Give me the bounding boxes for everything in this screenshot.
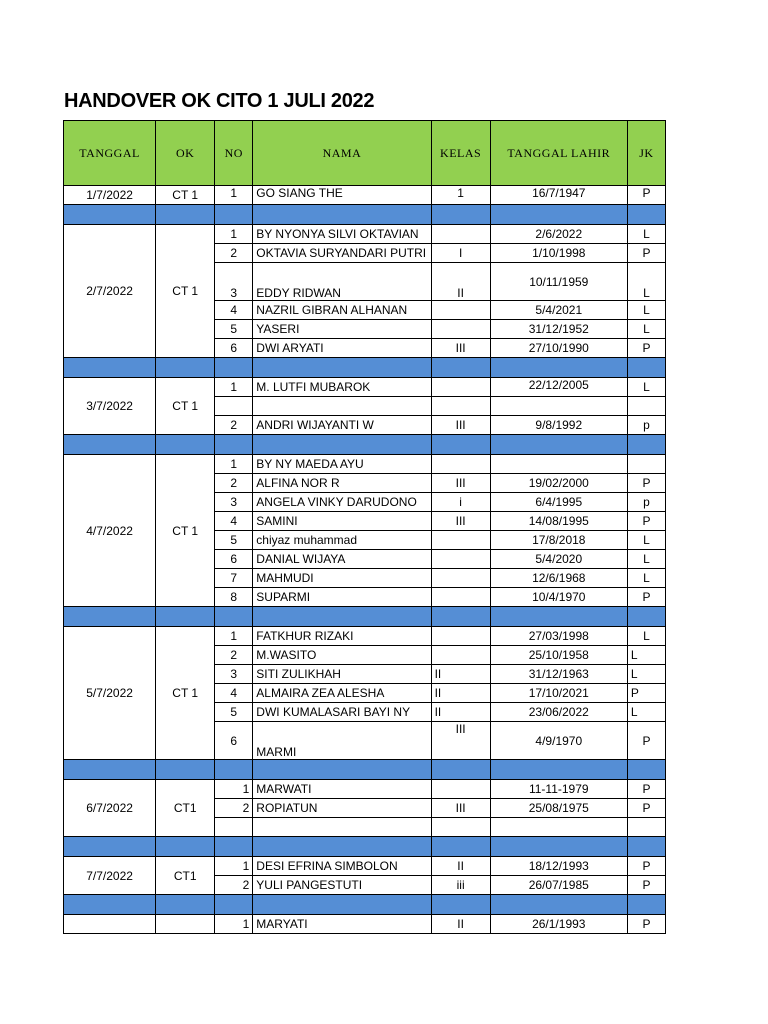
nama-cell: ANDRI WIJAYANTI W <box>253 416 431 435</box>
jk-cell: P <box>627 684 665 703</box>
lahir-cell: 16/7/1947 <box>490 186 627 205</box>
kelas-cell <box>431 397 490 416</box>
date-cell: 7/7/2022 <box>64 857 156 895</box>
nama-cell: GO SIANG THE <box>253 186 431 205</box>
jk-cell: L <box>627 550 665 569</box>
lahir-cell: 12/6/1968 <box>490 569 627 588</box>
nama-cell: chiyaz muhammad <box>253 531 431 550</box>
no-cell: 3 <box>215 263 253 301</box>
no-cell: 6 <box>215 722 253 760</box>
no-cell: 4 <box>215 301 253 320</box>
kelas-cell: III <box>431 474 490 493</box>
no-cell: 2 <box>215 474 253 493</box>
nama-cell: DANIAL WIJAYA <box>253 550 431 569</box>
nama-cell: ANGELA VINKY DARUDONO <box>253 493 431 512</box>
nama-cell: BY NY MAEDA AYU <box>253 455 431 474</box>
jk-cell: L <box>627 646 665 665</box>
kelas-cell: 1 <box>431 186 490 205</box>
separator-row <box>64 837 666 857</box>
kelas-cell: II <box>431 665 490 684</box>
jk-cell: P <box>627 780 665 799</box>
table-row <box>64 186 666 205</box>
lahir-cell: 22/12/2005 <box>490 378 627 397</box>
lahir-cell: 6/4/1995 <box>490 493 627 512</box>
jk-cell: L <box>627 301 665 320</box>
nama-cell: YASERI <box>253 320 431 339</box>
table-row <box>64 857 666 876</box>
nama-cell: MAHMUDI <box>253 569 431 588</box>
no-cell: 5 <box>215 531 253 550</box>
nama-cell: BY NYONYA SILVI OKTAVIAN <box>253 225 431 244</box>
nama-cell: SITI ZULIKHAH <box>253 665 431 684</box>
jk-cell: P <box>627 339 665 358</box>
lahir-cell: 26/07/1985 <box>490 876 627 895</box>
kelas-cell <box>431 225 490 244</box>
no-cell: 2 <box>215 416 253 435</box>
header-tanggal: TANGGAL <box>64 121 156 186</box>
lahir-cell: 25/10/1958 <box>490 646 627 665</box>
separator-row <box>64 358 666 378</box>
no-cell: 5 <box>215 703 253 722</box>
handover-table <box>63 120 666 934</box>
nama-cell: FATKHUR RIZAKI <box>253 627 431 646</box>
kelas-cell: III <box>431 339 490 358</box>
lahir-cell: 5/4/2020 <box>490 550 627 569</box>
table-row <box>64 378 666 397</box>
ok-cell <box>156 915 215 934</box>
kelas-cell <box>431 301 490 320</box>
kelas-cell: III <box>431 722 490 760</box>
no-cell: 1 <box>215 455 253 474</box>
header-kelas: KELAS <box>431 121 490 186</box>
lahir-cell: 11-11-1979 <box>490 780 627 799</box>
nama-cell: SAMINI <box>253 512 431 531</box>
jk-cell: P <box>627 244 665 263</box>
nama-cell: M. LUTFI MUBAROK <box>253 378 431 397</box>
jk-cell: P <box>627 799 665 818</box>
lahir-cell: 31/12/1963 <box>490 665 627 684</box>
nama-cell: ALFINA NOR R <box>253 474 431 493</box>
kelas-cell: III <box>431 512 490 531</box>
date-cell: 6/7/2022 <box>64 780 156 837</box>
kelas-cell: III <box>431 416 490 435</box>
nama-cell: SUPARMI <box>253 588 431 607</box>
jk-cell: P <box>627 876 665 895</box>
ok-cell: CT1 <box>156 780 215 837</box>
kelas-cell <box>431 531 490 550</box>
jk-cell: L <box>627 703 665 722</box>
ok-cell: CT 1 <box>156 186 215 205</box>
nama-cell <box>253 818 431 837</box>
no-cell <box>215 397 253 416</box>
lahir-cell: 26/1/1993 <box>490 915 627 934</box>
nama-cell: DWI KUMALASARI BAYI NY <box>253 703 431 722</box>
ok-cell: CT 1 <box>156 225 215 358</box>
ok-cell: CT1 <box>156 857 215 895</box>
lahir-cell: 14/08/1995 <box>490 512 627 531</box>
no-cell: 2 <box>215 244 253 263</box>
no-cell: 4 <box>215 684 253 703</box>
jk-cell <box>627 397 665 416</box>
nama-cell: ROPIATUN <box>253 799 431 818</box>
lahir-cell: 5/4/2021 <box>490 301 627 320</box>
header-jk: JK <box>627 121 665 186</box>
no-cell: 2 <box>215 646 253 665</box>
date-cell: 2/7/2022 <box>64 225 156 358</box>
kelas-cell: I <box>431 244 490 263</box>
separator-row <box>64 435 666 455</box>
table-row <box>64 455 666 474</box>
nama-cell: MARWATI <box>253 780 431 799</box>
kelas-cell: iii <box>431 876 490 895</box>
nama-cell: DESI EFRINA SIMBOLON <box>253 857 431 876</box>
jk-cell <box>627 455 665 474</box>
jk-cell: L <box>627 263 665 301</box>
table-row <box>64 780 666 799</box>
kelas-cell <box>431 646 490 665</box>
lahir-cell: 10/4/1970 <box>490 588 627 607</box>
header-ok: OK <box>156 121 215 186</box>
no-cell: 7 <box>215 569 253 588</box>
kelas-cell <box>431 818 490 837</box>
date-cell <box>64 915 156 934</box>
lahir-cell <box>490 397 627 416</box>
date-cell: 5/7/2022 <box>64 627 156 760</box>
jk-cell: P <box>627 915 665 934</box>
jk-cell: L <box>627 665 665 684</box>
jk-cell: P <box>627 857 665 876</box>
lahir-cell <box>490 455 627 474</box>
no-cell: 3 <box>215 493 253 512</box>
no-cell: 2 <box>215 876 253 895</box>
lahir-cell: 9/8/1992 <box>490 416 627 435</box>
nama-cell: OKTAVIA SURYANDARI PUTRI <box>253 244 431 263</box>
separator-row <box>64 895 666 915</box>
lahir-cell: 23/06/2022 <box>490 703 627 722</box>
date-cell: 3/7/2022 <box>64 378 156 435</box>
no-cell: 3 <box>215 665 253 684</box>
jk-cell: P <box>627 588 665 607</box>
header-no: NO <box>215 121 253 186</box>
no-cell: 1 <box>215 857 253 876</box>
lahir-cell: 1/10/1998 <box>490 244 627 263</box>
separator-row <box>64 607 666 627</box>
jk-cell: P <box>627 722 665 760</box>
kelas-cell <box>431 378 490 397</box>
jk-cell <box>627 818 665 837</box>
kelas-cell <box>431 780 490 799</box>
nama-cell: M.WASITO <box>253 646 431 665</box>
kelas-cell: II <box>431 915 490 934</box>
header-nama: NAMA <box>253 121 431 186</box>
no-cell: 1 <box>215 780 253 799</box>
nama-cell <box>253 397 431 416</box>
date-cell: 4/7/2022 <box>64 455 156 607</box>
jk-cell: L <box>627 225 665 244</box>
jk-cell: L <box>627 320 665 339</box>
jk-cell: L <box>627 627 665 646</box>
lahir-cell: 18/12/1993 <box>490 857 627 876</box>
no-cell: 1 <box>215 186 253 205</box>
no-cell: 1 <box>215 225 253 244</box>
ok-cell: CT 1 <box>156 455 215 607</box>
no-cell: 1 <box>215 378 253 397</box>
kelas-cell <box>431 455 490 474</box>
kelas-cell: II <box>431 263 490 301</box>
header-row <box>64 121 666 186</box>
kelas-cell: II <box>431 857 490 876</box>
ok-cell: CT 1 <box>156 378 215 435</box>
no-cell: 8 <box>215 588 253 607</box>
header-tanggal-lahir: TANGGAL LAHIR <box>490 121 627 186</box>
nama-cell: NAZRIL GIBRAN ALHANAN <box>253 301 431 320</box>
jk-cell: L <box>627 378 665 397</box>
jk-cell: P <box>627 186 665 205</box>
no-cell: 1 <box>215 915 253 934</box>
kelas-cell <box>431 569 490 588</box>
no-cell <box>215 818 253 837</box>
nama-cell: ALMAIRA ZEA ALESHA <box>253 684 431 703</box>
lahir-cell: 19/02/2000 <box>490 474 627 493</box>
nama-cell: MARMI <box>253 722 431 760</box>
kelas-cell: II <box>431 703 490 722</box>
jk-cell: p <box>627 493 665 512</box>
lahir-cell: 10/11/1959 <box>490 263 627 301</box>
kelas-cell: i <box>431 493 490 512</box>
jk-cell: P <box>627 512 665 531</box>
kelas-cell: II <box>431 684 490 703</box>
lahir-cell: 17/10/2021 <box>490 684 627 703</box>
table-row <box>64 225 666 244</box>
no-cell: 1 <box>215 627 253 646</box>
lahir-cell: 17/8/2018 <box>490 531 627 550</box>
page-title: HANDOVER OK CITO 1 JULI 2022 <box>64 90 375 112</box>
table-row <box>64 627 666 646</box>
lahir-cell: 25/08/1975 <box>490 799 627 818</box>
kelas-cell: III <box>431 799 490 818</box>
nama-cell: YULI PANGESTUTI <box>253 876 431 895</box>
nama-cell: MARYATI <box>253 915 431 934</box>
no-cell: 6 <box>215 550 253 569</box>
jk-cell: L <box>627 569 665 588</box>
no-cell: 6 <box>215 339 253 358</box>
lahir-cell <box>490 818 627 837</box>
separator-row <box>64 205 666 225</box>
table-row <box>64 915 666 934</box>
lahir-cell: 2/6/2022 <box>490 225 627 244</box>
no-cell: 5 <box>215 320 253 339</box>
date-cell: 1/7/2022 <box>64 186 156 205</box>
jk-cell: P <box>627 474 665 493</box>
lahir-cell: 31/12/1952 <box>490 320 627 339</box>
nama-cell: EDDY RIDWAN <box>253 263 431 301</box>
nama-cell: DWI ARYATI <box>253 339 431 358</box>
no-cell: 4 <box>215 512 253 531</box>
jk-cell: L <box>627 531 665 550</box>
kelas-cell <box>431 550 490 569</box>
ok-cell: CT 1 <box>156 627 215 760</box>
lahir-cell: 4/9/1970 <box>490 722 627 760</box>
kelas-cell <box>431 627 490 646</box>
kelas-cell <box>431 320 490 339</box>
no-cell: 2 <box>215 799 253 818</box>
lahir-cell: 27/03/1998 <box>490 627 627 646</box>
separator-row <box>64 760 666 780</box>
lahir-cell: 27/10/1990 <box>490 339 627 358</box>
jk-cell: p <box>627 416 665 435</box>
kelas-cell <box>431 588 490 607</box>
